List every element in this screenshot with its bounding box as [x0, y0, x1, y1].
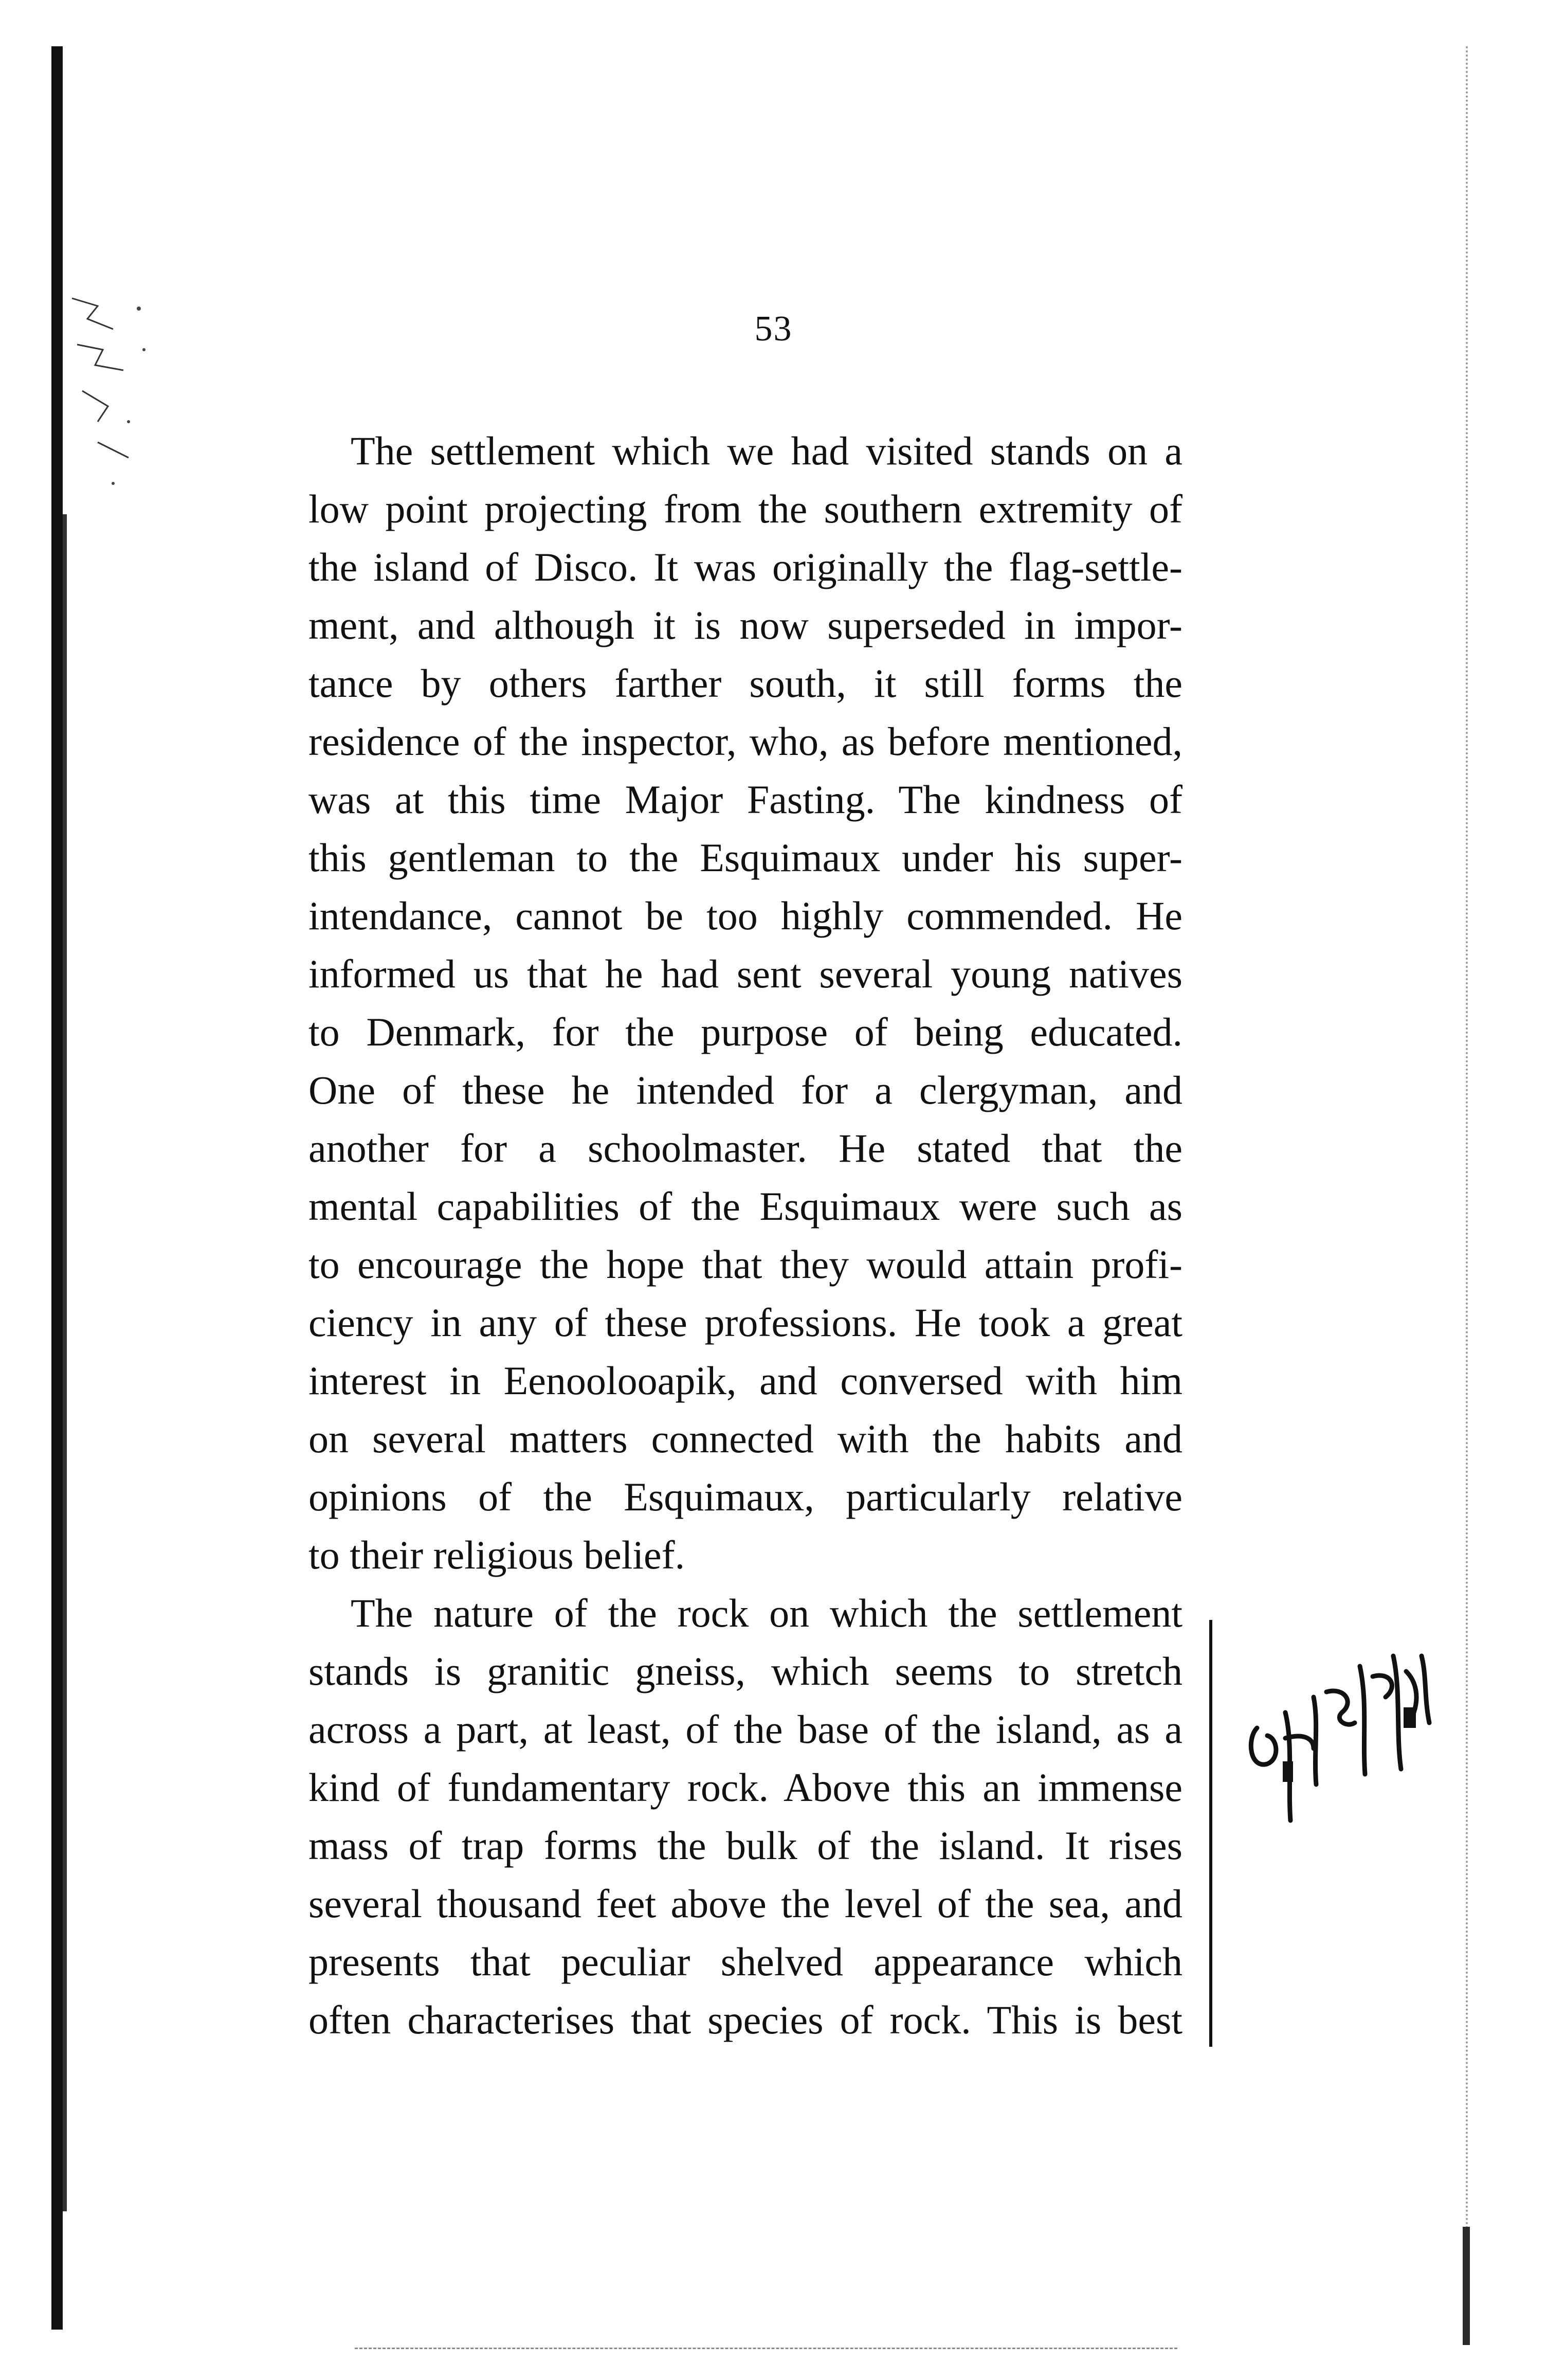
text-line: ment, and although it is now superseded in impor- — [308, 603, 1182, 647]
text-line: several thousand feet above the level of the sea, and — [308, 1881, 1182, 1926]
text-line: intendance, cannot be too highly commended. He — [308, 893, 1182, 938]
text-line: informed us that he had sent several young natives — [308, 951, 1182, 996]
text-line: this gentleman to the Esquimaux under his super- — [308, 835, 1182, 880]
text-line: ciency in any of these professions. He took a great — [308, 1300, 1182, 1345]
paragraph-2 — [308, 1584, 1182, 2049]
text-line: mass of trap forms the bulk of the island. It rises — [308, 1823, 1182, 1868]
page-number: 53 — [754, 309, 793, 349]
text-line: One of these he intended for a clergyman, and — [308, 1068, 1182, 1112]
text-line: interest in Eenoolooapik, and conversed with him — [308, 1358, 1182, 1403]
text-line: low point projecting from the southern extremity of — [308, 486, 1182, 531]
text-line: the island of Disco. It was originally the flag-settle- — [308, 545, 1182, 589]
text-line: The settlement which we had visited stands on a — [351, 428, 1182, 473]
text-line: another for a schoolmaster. He stated that the — [308, 1126, 1182, 1170]
text-line: was at this time Major Fasting. The kindness of — [308, 777, 1182, 822]
text-line: often characterises that species of rock. This is best — [308, 1997, 1182, 2042]
right-page-edge — [1466, 46, 1470, 2330]
margin-bracket — [1209, 1620, 1212, 2047]
binding-gutter-inner-shadow — [63, 514, 67, 2211]
text-line: mental capabilities of the Esquimaux were such as — [308, 1184, 1182, 1229]
text-line: to encourage the hope that they would attain profi- — [308, 1242, 1182, 1287]
binding-gutter-shadow — [51, 46, 63, 2330]
text-line: presents that peculiar shelved appearance which — [308, 1939, 1182, 1984]
paragraph-1 — [308, 422, 1182, 1584]
text-line: across a part, at least, of the base of the island, as a — [308, 1707, 1182, 1752]
text-line: kind of fundamentary rock. Above this an immense — [308, 1765, 1182, 1810]
text-line: stands is granitic gneiss, which seems to stretch — [308, 1649, 1182, 1693]
text-line: to Denmark, for the purpose of being educated. — [308, 1009, 1182, 1054]
bottom-scan-line — [355, 2348, 1177, 2349]
right-edge-smudge — [1463, 2227, 1470, 2345]
text-line: on several matters connected with the habits and — [308, 1416, 1182, 1461]
text-line: tance by others farther south, it still forms the — [308, 661, 1182, 706]
handwritten-margin-note — [1236, 1635, 1452, 1851]
body-text — [308, 422, 1182, 2049]
text-line: residence of the inspector, who, as before mentioned, — [308, 719, 1182, 764]
text-line: The nature of the rock on which the settlement — [351, 1591, 1182, 1635]
text-line: opinions of the Esquimaux, particularly relative — [308, 1474, 1182, 1519]
text-line: to their religious belief. — [308, 1532, 685, 1577]
